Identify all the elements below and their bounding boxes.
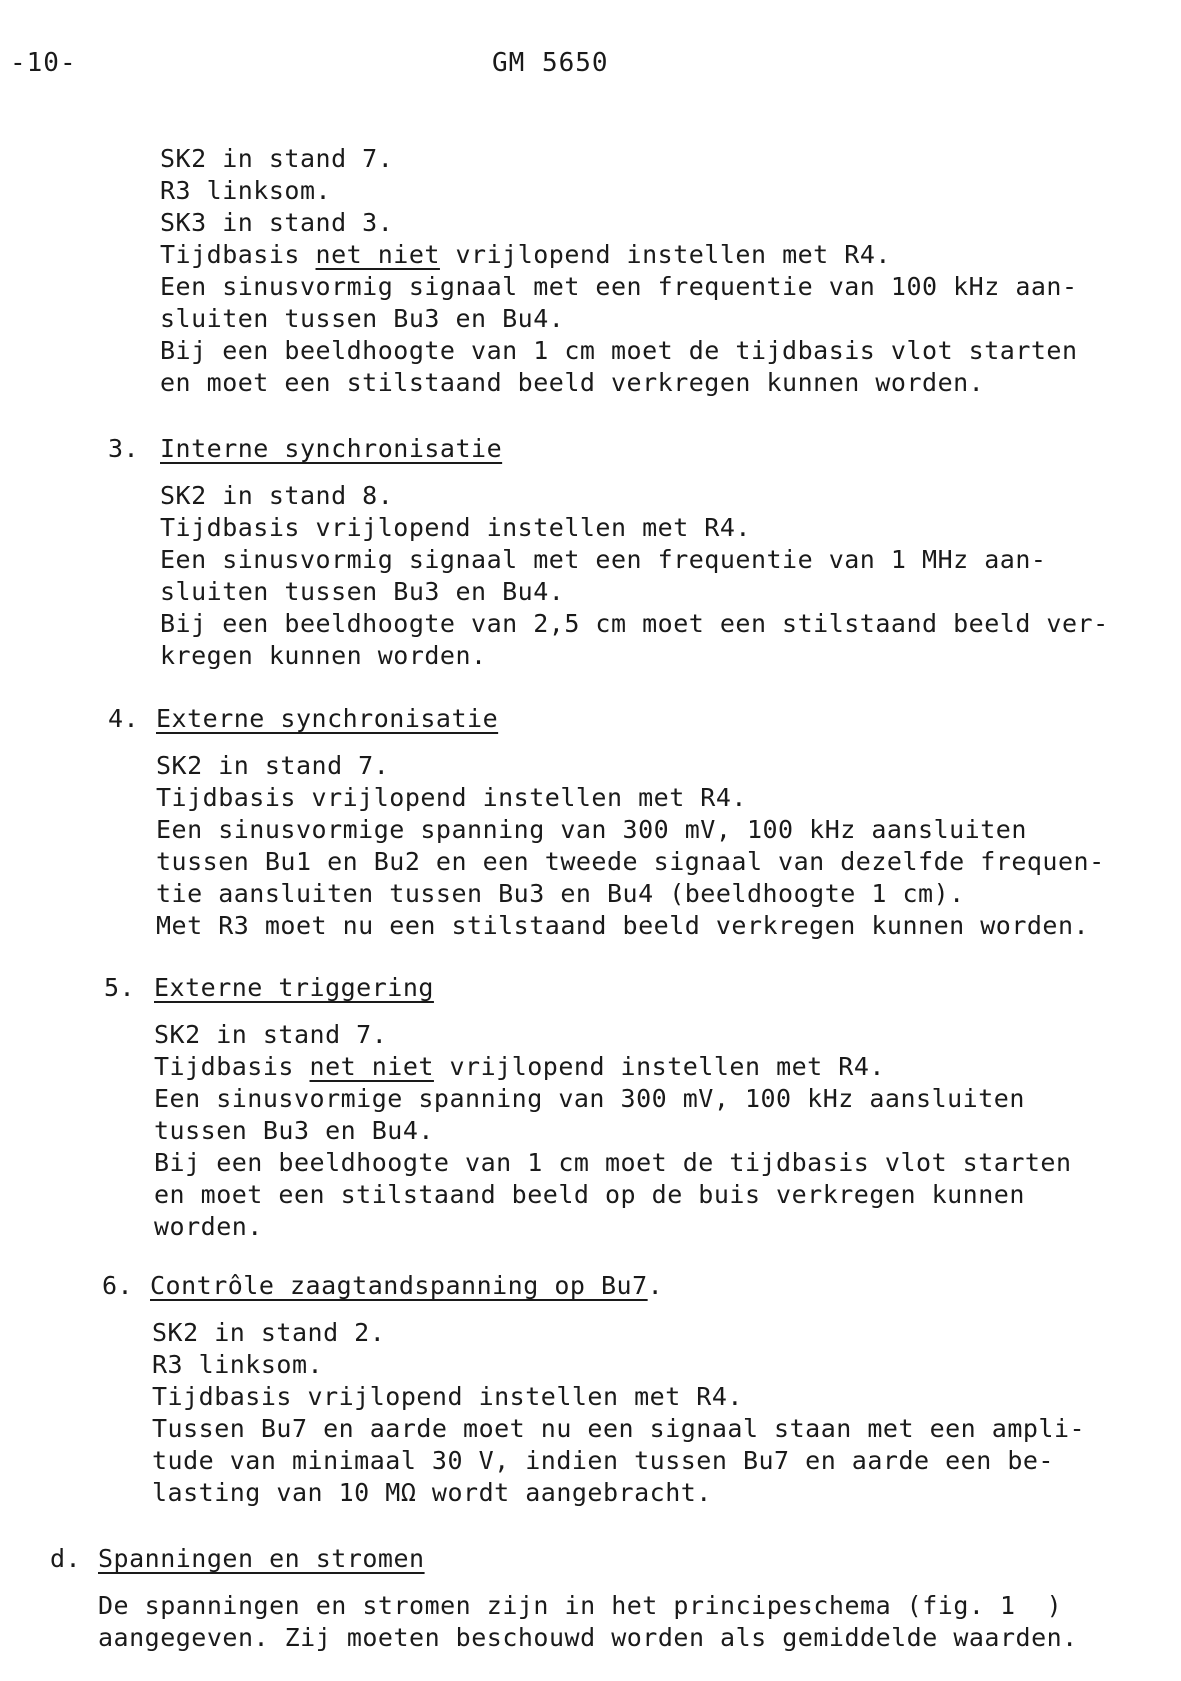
text-line: SK2 in stand 7. — [160, 144, 394, 173]
text-line: en moet een stilstaand beeld verkregen kunnen worden. — [160, 368, 985, 397]
text-line: Een sinusvormige spanning van 300 mV, 100 kHz aansluiten — [154, 1084, 1025, 1113]
section-number: 4. — [108, 704, 140, 733]
emphasis-underline: net niet — [315, 240, 440, 269]
section-number: 6. — [102, 1271, 134, 1300]
section-title: Externe synchronisatie — [156, 704, 499, 733]
text-line: SK2 in stand 2. — [152, 1318, 386, 1347]
text-line: worden. — [154, 1212, 263, 1241]
text-segment: Tijdbasis — [160, 240, 316, 269]
section-title: Contrôle zaagtandspanning op Bu7 — [150, 1271, 648, 1300]
section-title: Interne synchronisatie — [160, 434, 503, 463]
page-number: -10- — [10, 48, 77, 78]
text-line: Tijdbasis vrijlopend instellen met R4. — [156, 783, 747, 812]
section-number: 5. — [104, 973, 136, 1002]
text-line: Tussen Bu7 en aarde moet nu een signaal staan met een ampli- — [152, 1414, 1086, 1443]
text-line: Bij een beeldhoogte van 1 cm moet de tijdbasis vlot starten — [160, 336, 1078, 365]
text-line: SK2 in stand 7. — [156, 751, 390, 780]
section-title: Externe triggering — [154, 973, 434, 1002]
document-id: GM 5650 — [492, 48, 609, 78]
text-line: sluiten tussen Bu3 en Bu4. — [160, 577, 565, 606]
text-line: R3 linksom. — [152, 1350, 324, 1379]
text-line: Een sinusvormig signaal met een frequentie van 100 kHz aan- — [160, 272, 1078, 301]
text-line: Een sinusvormig signaal met een frequentie van 1 MHz aan- — [160, 545, 1047, 574]
text-line — [154, 1051, 885, 1083]
text-line: tussen Bu1 en Bu2 en een tweede signaal van dezelfde frequen- — [156, 847, 1105, 876]
text-line: Bij een beeldhoogte van 2,5 cm moet een stilstaand beeld ver- — [160, 609, 1109, 638]
text-segment: vrijlopend instellen met R4. — [433, 1052, 885, 1081]
text-line: SK2 in stand 7. — [154, 1020, 388, 1049]
emphasis-underline: net niet — [309, 1052, 434, 1081]
text-segment: Tijdbasis — [154, 1052, 310, 1081]
text-line: Met R3 moet nu een stilstaand beeld verkregen kunnen worden. — [156, 911, 1090, 940]
text-line: sluiten tussen Bu3 en Bu4. — [160, 304, 565, 333]
text-line: SK2 in stand 8. — [160, 481, 394, 510]
text-line — [160, 239, 891, 271]
text-segment: . — [647, 1271, 664, 1300]
section-number: 3. — [108, 434, 140, 463]
text-line: en moet een stilstaand beeld op de buis verkregen kunnen — [154, 1180, 1025, 1209]
text-line: tie aansluiten tussen Bu3 en Bu4 (beeldhoogte 1 cm). — [156, 879, 965, 908]
text-line: aangegeven. Zij moeten beschouwd worden als gemiddelde waarden. — [98, 1623, 1078, 1652]
text-line: SK3 in stand 3. — [160, 208, 394, 237]
text-segment: vrijlopend instellen met R4. — [439, 240, 891, 269]
text-line: Tijdbasis vrijlopend instellen met R4. — [160, 513, 751, 542]
section-letter: d. — [50, 1544, 82, 1573]
text-line: lasting van 10 MΩ wordt aangebracht. — [152, 1478, 712, 1507]
text-line: Een sinusvormige spanning van 300 mV, 100 kHz aansluiten — [156, 815, 1027, 844]
text-line: tude van minimaal 30 V, indien tussen Bu7 en aarde een be- — [152, 1446, 1054, 1475]
text-line: De spanningen en stromen zijn in het principeschema (fig. 1 ) — [98, 1591, 1063, 1620]
text-line: Tijdbasis vrijlopend instellen met R4. — [152, 1382, 743, 1411]
section-title-line — [150, 1270, 663, 1302]
text-line: Bij een beeldhoogte van 1 cm moet de tijdbasis vlot starten — [154, 1148, 1072, 1177]
text-line: R3 linksom. — [160, 176, 332, 205]
text-line: kregen kunnen worden. — [160, 641, 487, 670]
text-line: tussen Bu3 en Bu4. — [154, 1116, 434, 1145]
section-title: Spanningen en stromen — [98, 1544, 425, 1573]
